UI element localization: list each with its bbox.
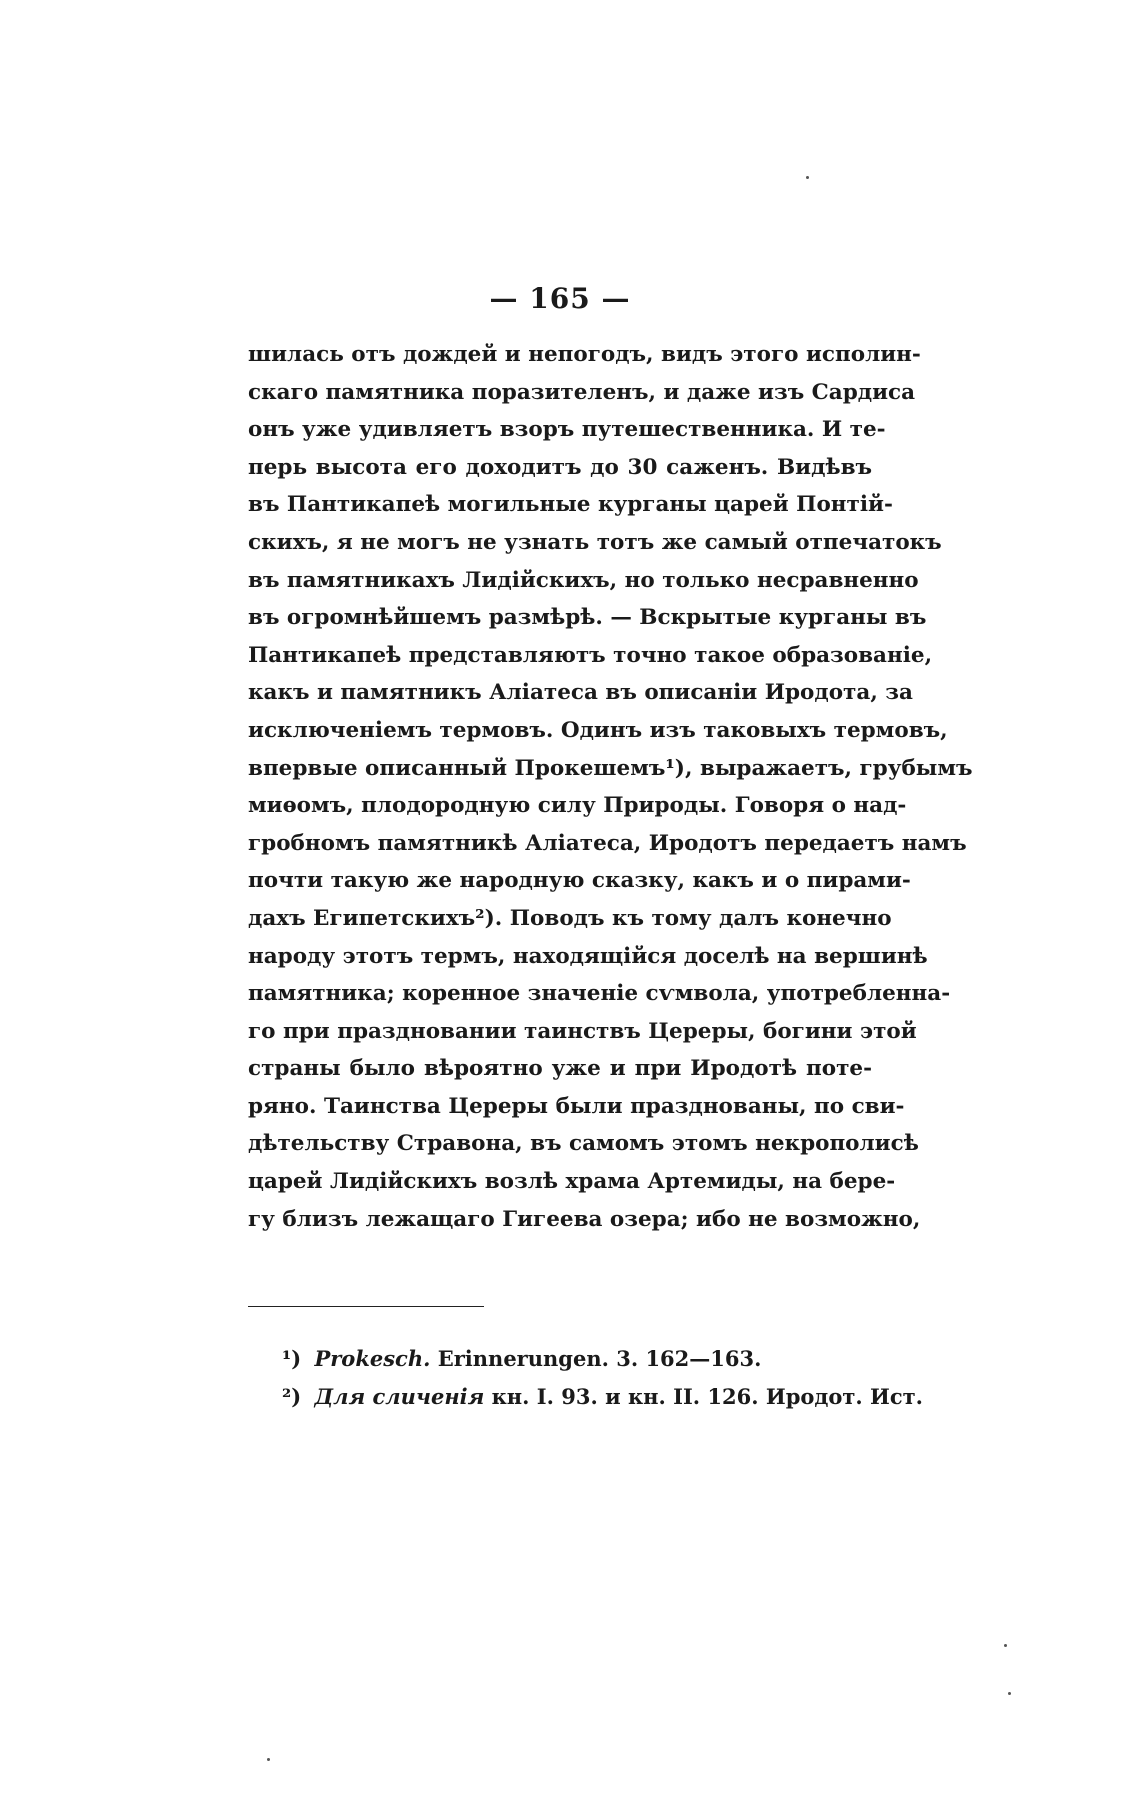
footnote-divider (248, 1306, 484, 1307)
footnotes (282, 1340, 923, 1416)
text-line: скаго памятника поразителенъ, и даже изъ Сардиса (248, 379, 916, 405)
text-line: ряно. Таинства Цереры были празднованы, по сви- (248, 1093, 905, 1119)
text-line: страны было вѣроятно уже и при Иродотѣ поте- (248, 1056, 872, 1082)
text-line: почти такую же народную сказку, какъ и о пирами- (248, 868, 911, 894)
text-line: гу близъ лежащаго Гигеева озера; ибо не возможно, (248, 1206, 921, 1232)
text-line: какъ и памятникъ Аліатеса въ описаніи Иродота, за (248, 680, 913, 706)
text-line: въ памятникахъ Лидійскихъ, но только несравненно (248, 567, 919, 593)
footnote-2 (282, 1378, 923, 1416)
footnote-reference-note: Для сличенія (314, 1384, 485, 1409)
text-line: въ огромнѣйшемъ размѣрѣ. — Вскрытые курганы въ (248, 605, 927, 631)
footnote-text: Erinnerungen. 3. 162—163. (437, 1346, 762, 1371)
page-number: — 165 — (489, 282, 631, 315)
scan-speck (1004, 1644, 1007, 1647)
text-line: впервые описанный Прокешемъ¹), выражаетъ, грубымъ (248, 755, 973, 781)
scan-speck (806, 176, 809, 179)
body-text (248, 336, 973, 1238)
text-line: народу этотъ термъ, находящійся доселѣ на вершинѣ (248, 943, 928, 969)
footnote-author: Prokesch. (314, 1346, 431, 1371)
scan-speck (267, 1758, 270, 1761)
text-line: скихъ, я не могъ не узнать тотъ же самый отпечатокъ (248, 529, 942, 555)
text-line: перь высота его доходитъ до 30 саженъ. Видѣвъ (248, 454, 872, 480)
text-line: въ Пантикапеѣ могильные курганы царей Понтій- (248, 492, 893, 518)
footnote-1 (282, 1340, 882, 1378)
text-line: памятника; коренное значеніе сѵмвола, употребленна- (248, 981, 951, 1007)
text-line: царей Лидійскихъ возлѣ храма Артемиды, на бере- (248, 1169, 896, 1195)
text-line: гробномъ памятникѣ Аліатеса, Иродотъ передаетъ намъ (248, 830, 967, 856)
scan-speck (1008, 1692, 1011, 1695)
text-line: исключеніемъ термовъ. Одинъ изъ таковыхъ термовъ, (248, 717, 948, 743)
text-line: Пантикапеѣ представляютъ точно такое образованіе, (248, 642, 933, 668)
text-line: го при праздновании таинствъ Цереры, богини этой (248, 1018, 917, 1044)
footnote-text: кн. I. 93. и кн. II. 126. Иродот. Ист. (491, 1384, 923, 1409)
text-line: шилась отъ дождей и непогодъ, видъ этого исполин- (248, 342, 921, 367)
footnote-marker: ¹) (282, 1346, 302, 1371)
text-line: онъ уже удивляетъ взоръ путешественника. И те- (248, 417, 886, 443)
footnote-marker: ²) (282, 1384, 302, 1409)
text-line: миѳомъ, плодородную силу Природы. Говоря о над- (248, 793, 907, 819)
text-line: дахъ Египетскихъ²). Поводъ къ тому далъ конечно (248, 905, 892, 931)
text-line: дѣтельству Стравона, въ самомъ этомъ некрополисѣ (248, 1131, 919, 1157)
